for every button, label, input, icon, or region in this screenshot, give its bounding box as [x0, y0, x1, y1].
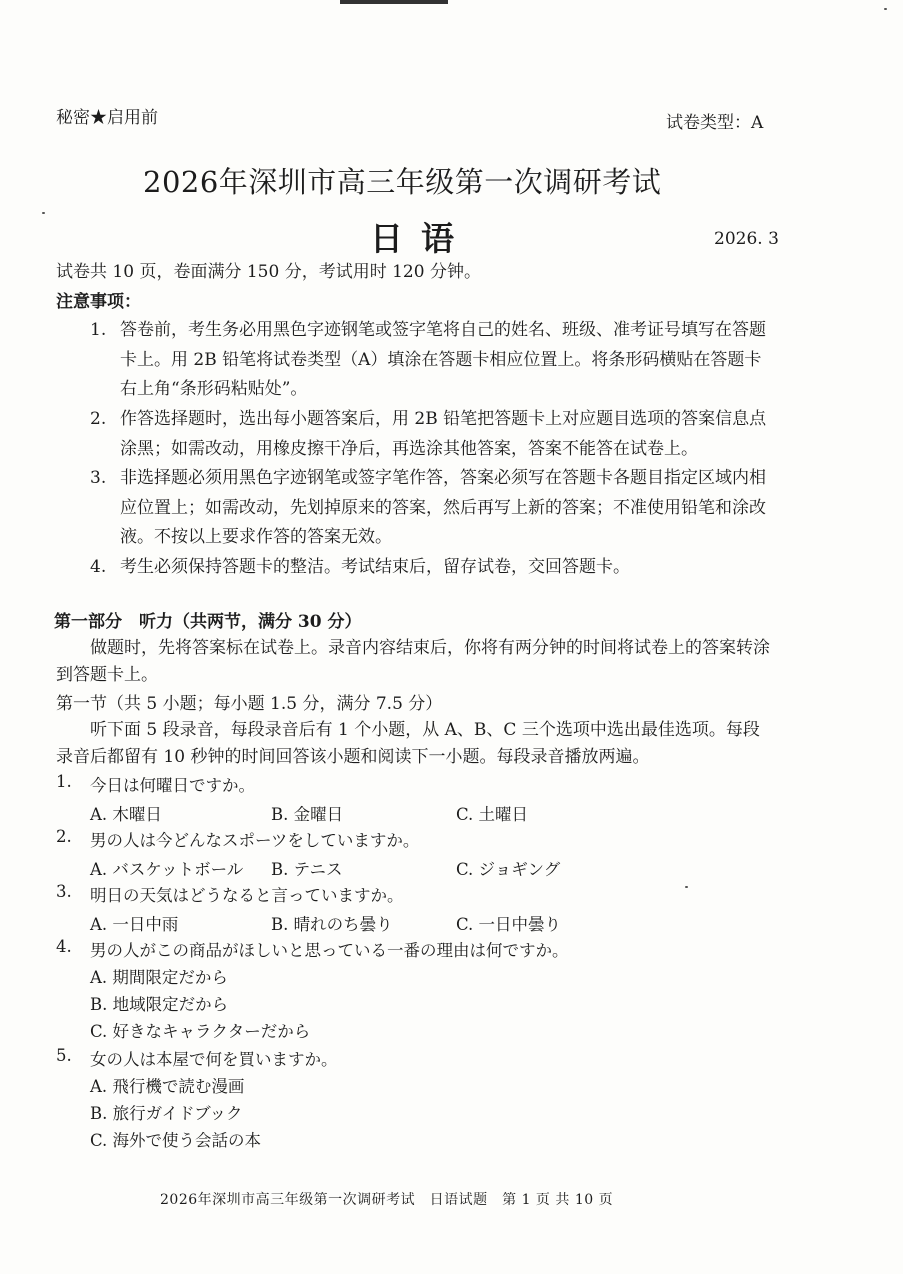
option-b: B. テニス	[271, 860, 343, 879]
question-text: 明日の天気はどうなると言っていますか。	[90, 886, 404, 905]
notice-item-text: 答卷前，考生务必用黑色字迹钢笔或签字笔将自己的姓名、班级、准考证号填写在答题卡上。用 2B 铅笔将试卷类型（A）填涂在答题卡相应位置上。将条形码横贴在答题卡右上角“条形码粘贴处”。	[120, 320, 766, 399]
question-number: 1.	[56, 772, 72, 791]
exam-title: 2026年深圳市高三年级第一次调研考试	[143, 165, 662, 199]
notice-item-text: 作答选择题时，选出每小题答案后，用 2B 铅笔把答题卡上对应题目选项的答案信息点涂黑；如需改动，用橡皮擦干净后，再选涂其他答案，答案不能答在试卷上。	[120, 409, 767, 459]
scan-speck	[42, 212, 45, 214]
option-a: A. バスケットボール	[90, 860, 244, 879]
option-c: C. 海外で使う会話の本	[90, 1131, 262, 1150]
notice-item	[90, 405, 770, 464]
notice-item	[90, 553, 770, 583]
option-a: A. 木曜日	[90, 805, 162, 824]
question-number: 5.	[56, 1046, 72, 1065]
exam-date: 2026. 3	[714, 229, 779, 249]
notice-item	[90, 316, 770, 405]
exam-info: 试卷共 10 页，卷面满分 150 分，考试用时 120 分钟。	[56, 262, 481, 282]
part1-heading: 第一部分 听力（共两节，满分 30 分）	[54, 612, 362, 632]
paper-type-label: 试卷类型：A	[666, 113, 764, 133]
option-a: A. 期間限定だから	[90, 968, 228, 987]
section1-intro: 听下面 5 段录音，每段录音后有 1 个小题，从 A、B、C 三个选项中选出最佳选项。每段录音后都留有 10 秒钟的时间回答该小题和阅读下一小题。每段录音播放两遍。	[56, 720, 760, 767]
question-text: 女の人は本屋で何を買いますか。	[90, 1050, 338, 1069]
page-footer: 2026年深圳市高三年级第一次调研考试 日语试题 第 1 页 共 10 页	[160, 1192, 614, 1208]
option-c: C. 一日中曇り	[456, 915, 562, 934]
scan-speck	[685, 886, 688, 888]
notice-item-number: 3.	[90, 468, 107, 488]
notice-item-number: 2.	[90, 409, 107, 429]
option-b: B. 金曜日	[271, 805, 344, 824]
notice-item-text: 考生必须保持答题卡的整洁。考试结束后，留存试卷，交回答题卡。	[120, 557, 630, 577]
option-b: B. 晴れのち曇り	[271, 915, 393, 934]
notice-heading: 注意事项：	[56, 292, 141, 312]
scan-speck	[884, 8, 887, 10]
part1-intro: 做题时，先将答案标在试卷上。录音内容结束后，你将有两分钟的时间将试卷上的答案转涂到答题卡上。	[56, 638, 770, 685]
notice-item-text: 非选择题必须用黑色字迹钢笔或签字笔作答，答案必须写在答题卡各题目指定区域内相应位置上；如需改动，先划掉原来的答案，然后再写上新的答案；不准使用铅笔和涂改液。不按以上要求作答的答案无效。	[120, 468, 766, 547]
notice-item	[90, 464, 770, 553]
scan-mark	[340, 0, 448, 4]
option-a: A. 一日中雨	[90, 915, 179, 934]
option-c: C. 土曜日	[456, 805, 529, 824]
confidential-label: 秘密★启用前	[56, 108, 158, 128]
option-c: C. 好きなキャラクターだから	[90, 1022, 311, 1041]
notice-item-number: 1.	[90, 320, 107, 340]
question-number: 4.	[56, 937, 72, 956]
question-text: 男の人がこの商品がほしいと思っている一番の理由は何ですか。	[90, 941, 569, 960]
option-c: C. ジョギング	[456, 860, 561, 879]
section1-heading: 第一节（共 5 小题；每小题 1.5 分，满分 7.5 分）	[56, 694, 443, 714]
option-b: B. 旅行ガイドブック	[90, 1104, 243, 1123]
option-b: B. 地域限定だから	[90, 995, 229, 1014]
subject-title: 日语	[370, 219, 472, 258]
question-number: 3.	[56, 882, 72, 901]
question-text: 男の人は今どんなスポーツをしていますか。	[90, 831, 420, 850]
option-a: A. 飛行機で読む漫画	[90, 1077, 245, 1096]
notice-item-number: 4.	[90, 557, 107, 577]
question-number: 2.	[56, 827, 72, 846]
question-text: 今日は何曜日ですか。	[90, 776, 255, 795]
